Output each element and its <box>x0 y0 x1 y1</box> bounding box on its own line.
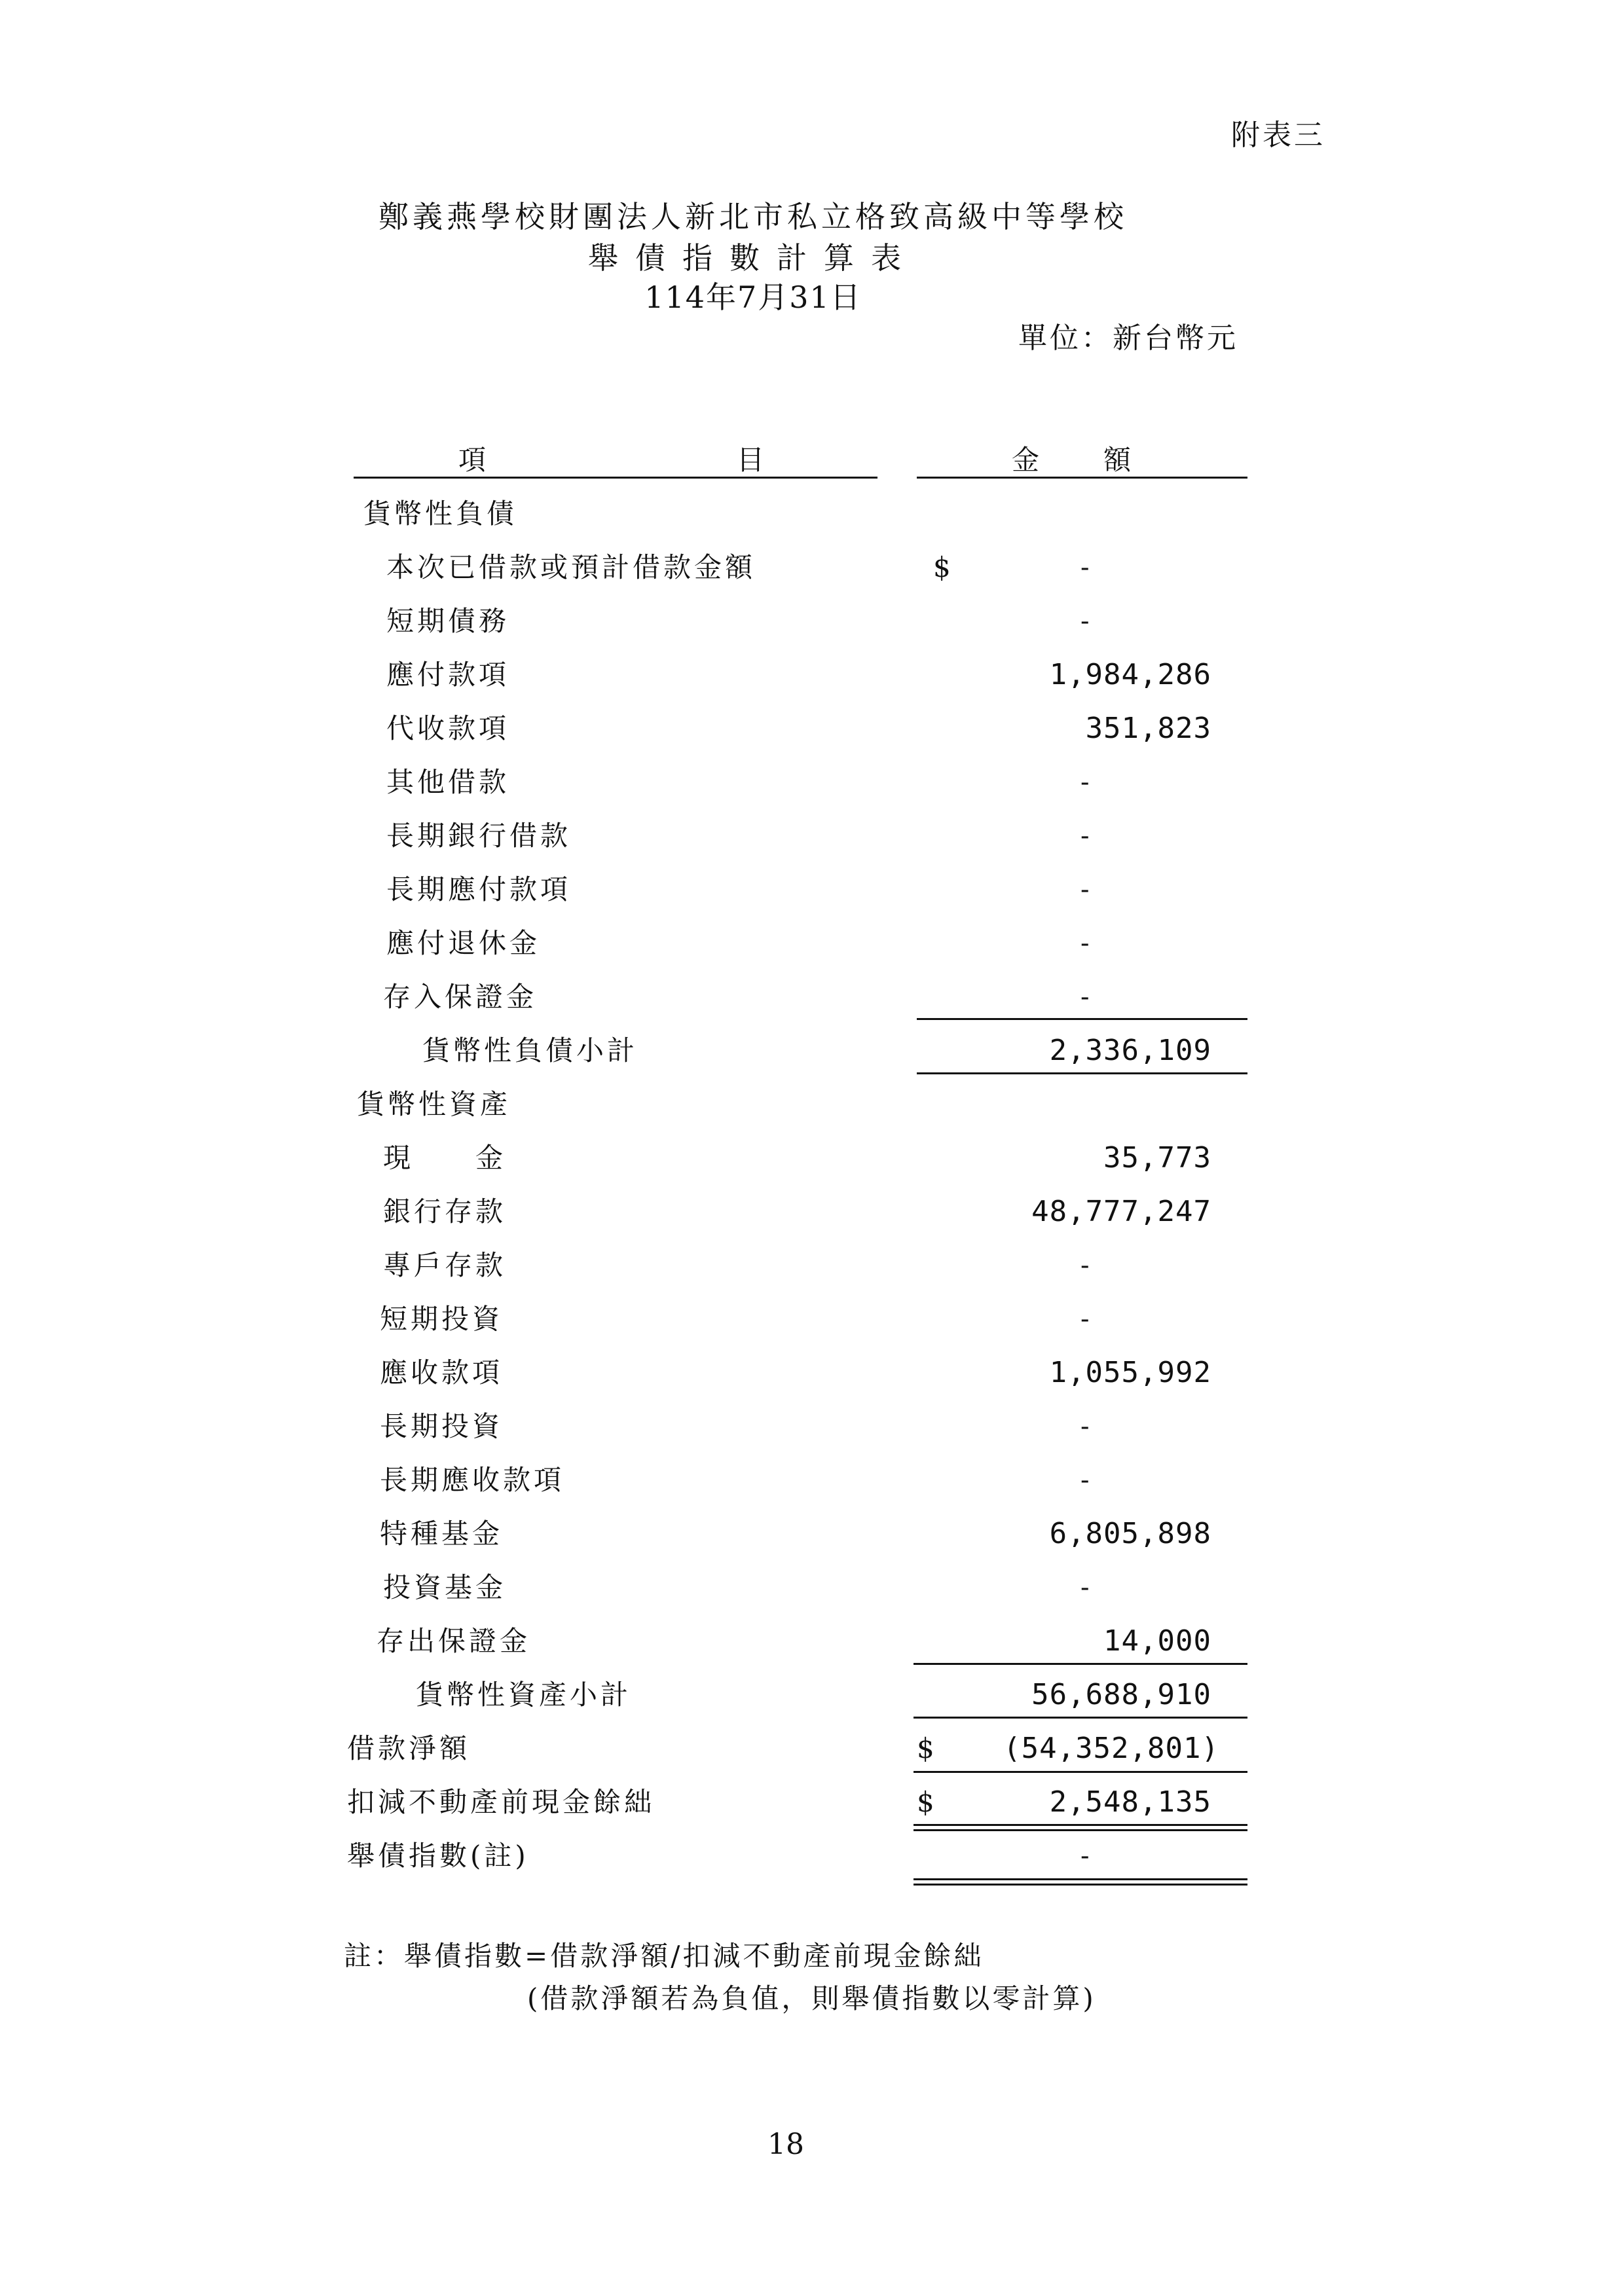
row-value: - <box>1080 553 1093 583</box>
row-label: 借款淨額 <box>347 1732 471 1764</box>
table-row <box>0 1776 1624 1829</box>
table-row <box>0 595 1624 647</box>
row-label: 短期債務 <box>386 605 510 637</box>
table-row <box>0 864 1624 916</box>
table-row <box>0 1669 1624 1721</box>
row-label: 專戶存款 <box>383 1249 507 1281</box>
row-value: - <box>1080 821 1093 851</box>
header-item-char-1: 項 <box>458 444 487 476</box>
row-label: 舉債指數(註) <box>347 1840 529 1872</box>
row-label: 投資基金 <box>383 1571 507 1603</box>
row-label: 代收款項 <box>386 712 510 744</box>
table-row <box>0 1508 1624 1560</box>
row-label: 現 金 <box>383 1142 507 1174</box>
double-rule-top <box>913 1878 1247 1880</box>
note-condition: (借款淨額若為負值，則舉債指數以零計算) <box>527 1982 1096 2014</box>
table-row <box>0 1561 1624 1614</box>
row-value: - <box>1080 1573 1093 1603</box>
row-value: - <box>1080 1250 1093 1281</box>
row-label: 長期應付款項 <box>386 873 572 905</box>
dollar-sign: $ <box>933 551 954 583</box>
row-label: 貨幣性資產 <box>357 1088 511 1120</box>
row-label: 貨幣性負債 <box>363 498 518 530</box>
row-value: 48,777,247 <box>1031 1195 1211 1228</box>
header-underline-amount <box>917 477 1247 479</box>
header-amount-char-1: 金 <box>1012 444 1040 476</box>
table-row <box>0 1830 1624 1882</box>
row-value: 6,805,898 <box>1049 1517 1211 1550</box>
table-row <box>0 1132 1624 1184</box>
table-row <box>0 1078 1624 1131</box>
report-title: 舉債指數計算表 <box>588 240 918 276</box>
header-amount-char-2: 額 <box>1103 444 1132 476</box>
table-row <box>0 702 1624 755</box>
total-rule <box>913 1771 1247 1773</box>
dollar-sign: $ <box>917 1732 938 1764</box>
subtotal-rule <box>913 1663 1247 1665</box>
table-row <box>0 1239 1624 1292</box>
row-label: 應付退休金 <box>386 927 541 959</box>
table-row <box>0 1293 1624 1345</box>
row-value: - <box>1080 1465 1093 1495</box>
row-value: - <box>1080 1841 1093 1871</box>
table-row <box>0 1615 1624 1667</box>
row-label: 扣減不動產前現金餘絀 <box>347 1786 655 1818</box>
row-label: 貨幣性負債小計 <box>422 1034 638 1066</box>
row-label: 本次已借款或預計借款金額 <box>386 551 756 583</box>
table-row <box>0 810 1624 862</box>
table-row <box>0 1722 1624 1775</box>
header-underline-item <box>354 477 877 479</box>
page-number: 18 <box>767 2128 804 2161</box>
row-value: - <box>1080 1304 1093 1334</box>
table-row <box>0 756 1624 809</box>
row-value: 14,000 <box>1103 1624 1211 1658</box>
row-value: 1,984,286 <box>1049 658 1211 691</box>
row-value: - <box>1080 928 1093 958</box>
row-label: 其他借款 <box>386 766 510 798</box>
organization-title: 鄭義燕學校財團法人新北市私立格致高級中等學校 <box>378 199 1128 234</box>
row-label: 應付款項 <box>386 659 510 691</box>
row-value: (54,352,801) <box>1003 1732 1219 1765</box>
row-label: 存出保證金 <box>377 1625 531 1657</box>
table-row <box>0 488 1624 540</box>
table-row <box>0 1025 1624 1077</box>
row-value: - <box>1080 1412 1093 1442</box>
row-label: 銀行存款 <box>383 1195 507 1228</box>
row-label: 短期投資 <box>380 1303 504 1335</box>
row-value: - <box>1080 982 1093 1012</box>
row-value: - <box>1080 875 1093 905</box>
row-label: 長期投資 <box>380 1410 504 1442</box>
table-row <box>0 541 1624 594</box>
report-date: 114年7月31日 <box>644 280 862 315</box>
currency-unit: 單位：新台幣元 <box>1018 321 1238 355</box>
table-row <box>0 649 1624 701</box>
appendix-label: 附表三 <box>1231 118 1325 152</box>
table-row <box>0 1454 1624 1506</box>
subtotal-rule <box>917 1018 1247 1020</box>
double-rule-bottom <box>913 1884 1247 1886</box>
double-rule-top <box>913 1824 1247 1826</box>
row-label: 特種基金 <box>380 1518 504 1550</box>
table-row <box>0 917 1624 970</box>
subtotal-rule <box>913 1717 1247 1719</box>
table-row <box>0 1347 1624 1399</box>
subtotal-rule <box>917 1072 1247 1074</box>
header-item-char-2: 目 <box>737 444 765 476</box>
row-value: - <box>1080 606 1093 636</box>
row-label: 存入保證金 <box>383 981 538 1013</box>
row-value: 2,548,135 <box>1049 1785 1211 1819</box>
row-value: - <box>1080 767 1093 797</box>
row-value: 56,688,910 <box>1031 1678 1211 1711</box>
row-value: 1,055,992 <box>1049 1356 1211 1389</box>
table-row <box>0 1186 1624 1238</box>
table-row <box>0 1400 1624 1453</box>
table-row <box>0 971 1624 1023</box>
row-label: 貨幣性資產小計 <box>416 1679 632 1711</box>
row-value: 351,823 <box>1085 712 1211 745</box>
note-formula: 註：舉債指數=借款淨額/扣減不動產前現金餘絀 <box>344 1940 984 1972</box>
dollar-sign: $ <box>917 1786 938 1818</box>
row-label: 長期銀行借款 <box>386 820 572 852</box>
row-label: 應收款項 <box>380 1357 504 1389</box>
row-label: 長期應收款項 <box>380 1464 565 1496</box>
row-value: 2,336,109 <box>1049 1034 1211 1067</box>
row-value: 35,773 <box>1103 1141 1211 1175</box>
